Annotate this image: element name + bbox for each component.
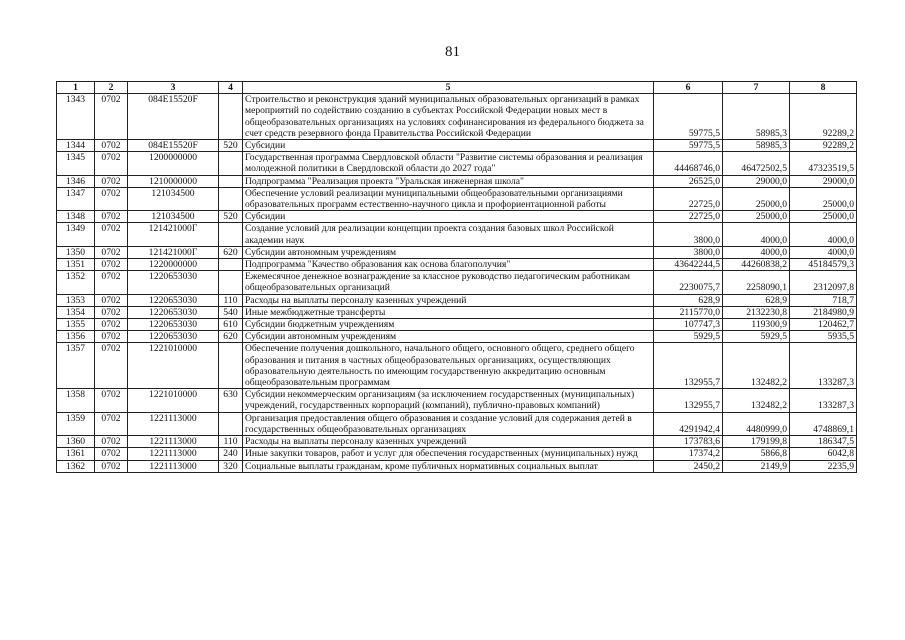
- target-article-cell: 1220653030: [128, 271, 219, 294]
- amount-year3-cell: 2235,9: [790, 460, 857, 472]
- expense-name-cell: Создание условий для реализации концепции проекта создания базовых школ Российской академии наук: [243, 223, 654, 246]
- expense-type-cell: 620: [219, 331, 243, 343]
- target-article-cell: 084E15520F: [128, 94, 219, 140]
- expense-name-cell: Субсидии бюджетным учреждениям: [243, 319, 654, 331]
- section-code-cell: 0702: [95, 343, 128, 389]
- target-article-cell: 1220000000: [128, 259, 219, 271]
- expense-type-cell: [219, 412, 243, 435]
- row-number-cell: 1356: [57, 331, 95, 343]
- table-row: [57, 211, 857, 223]
- expense-type-cell: 110: [219, 436, 243, 448]
- amount-year3-cell: 2312097,8: [790, 271, 857, 294]
- header-row: [57, 82, 857, 94]
- amount-year1-cell: 628,9: [654, 294, 723, 306]
- expense-name-cell: Обеспечение условий реализации муниципальными общеобразовательными организациями образовательных программ естественно-научного цикла и профориентационной работы: [243, 187, 654, 210]
- amount-year3-cell: 25000,0: [790, 211, 857, 223]
- section-code-cell: 0702: [95, 448, 128, 460]
- column-header: 1: [57, 82, 95, 94]
- expense-type-cell: 610: [219, 319, 243, 331]
- target-article-cell: 1221010000: [128, 389, 219, 412]
- expense-name-cell: Субсидии автономным учреждениям: [243, 246, 654, 258]
- row-number-cell: 1351: [57, 259, 95, 271]
- expense-type-cell: [219, 175, 243, 187]
- row-number-cell: 1352: [57, 271, 95, 294]
- amount-year2-cell: 4480999,0: [723, 412, 790, 435]
- row-number-cell: 1346: [57, 175, 95, 187]
- section-code-cell: 0702: [95, 319, 128, 331]
- amount-year3-cell: 4000,0: [790, 246, 857, 258]
- target-article-cell: 1220653030: [128, 306, 219, 318]
- amount-year2-cell: 29000,0: [723, 175, 790, 187]
- amount-year3-cell: 45184579,3: [790, 259, 857, 271]
- amount-year1-cell: 22725,0: [654, 187, 723, 210]
- amount-year2-cell: 132482,2: [723, 389, 790, 412]
- table-row: [57, 152, 857, 175]
- expense-type-cell: 620: [219, 246, 243, 258]
- column-header: 3: [128, 82, 219, 94]
- table-body: [57, 94, 857, 473]
- section-code-cell: 0702: [95, 436, 128, 448]
- section-code-cell: 0702: [95, 306, 128, 318]
- expense-type-cell: 240: [219, 448, 243, 460]
- amount-year3-cell: 92289,2: [790, 140, 857, 152]
- expense-type-cell: [219, 187, 243, 210]
- amount-year2-cell: 628,9: [723, 294, 790, 306]
- target-article-cell: 1220653030: [128, 331, 219, 343]
- row-number-cell: 1357: [57, 343, 95, 389]
- section-code-cell: 0702: [95, 175, 128, 187]
- amount-year2-cell: 4000,0: [723, 223, 790, 246]
- column-header: 5: [243, 82, 654, 94]
- amount-year3-cell: 2184980,9: [790, 306, 857, 318]
- amount-year1-cell: 43642244,5: [654, 259, 723, 271]
- amount-year2-cell: 58985,3: [723, 140, 790, 152]
- target-article-cell: 1220653030: [128, 319, 219, 331]
- expense-type-cell: [219, 271, 243, 294]
- table-row: [57, 140, 857, 152]
- expense-name-cell: Ежемесячное денежное вознаграждение за классное руководство педагогическим работникам общеобразовательных организаций: [243, 271, 654, 294]
- expense-name-cell: Подпрограмма "Качество образования как основа благополучия": [243, 259, 654, 271]
- row-number-cell: 1343: [57, 94, 95, 140]
- expense-type-cell: 320: [219, 460, 243, 472]
- amount-year1-cell: 2115770,0: [654, 306, 723, 318]
- section-code-cell: 0702: [95, 331, 128, 343]
- expense-name-cell: Иные межбюджетные трансферты: [243, 306, 654, 318]
- amount-year2-cell: 5866,8: [723, 448, 790, 460]
- amount-year1-cell: 44468746,0: [654, 152, 723, 175]
- table-row: [57, 343, 857, 389]
- budget-table: [56, 81, 857, 473]
- target-article-cell: 1221113000: [128, 436, 219, 448]
- expense-type-cell: [219, 259, 243, 271]
- amount-year2-cell: 46472502,5: [723, 152, 790, 175]
- amount-year2-cell: 5929,5: [723, 331, 790, 343]
- section-code-cell: 0702: [95, 187, 128, 210]
- expense-name-cell: Подпрограмма "Реализация проекта "Уральская инженерная школа": [243, 175, 654, 187]
- target-article-cell: 084E15520F: [128, 140, 219, 152]
- table-row: [57, 246, 857, 258]
- table-row: [57, 271, 857, 294]
- section-code-cell: 0702: [95, 152, 128, 175]
- amount-year3-cell: 4748869,1: [790, 412, 857, 435]
- target-article-cell: 1221113000: [128, 412, 219, 435]
- row-number-cell: 1345: [57, 152, 95, 175]
- expense-type-cell: 110: [219, 294, 243, 306]
- expense-type-cell: 520: [219, 140, 243, 152]
- table-row: [57, 436, 857, 448]
- amount-year2-cell: 25000,0: [723, 211, 790, 223]
- amount-year3-cell: 5935,5: [790, 331, 857, 343]
- table-row: [57, 223, 857, 246]
- amount-year2-cell: 25000,0: [723, 187, 790, 210]
- row-number-cell: 1359: [57, 412, 95, 435]
- section-code-cell: 0702: [95, 271, 128, 294]
- expense-name-cell: Расходы на выплаты персоналу казенных учреждений: [243, 294, 654, 306]
- row-number-cell: 1348: [57, 211, 95, 223]
- amount-year2-cell: 179199,8: [723, 436, 790, 448]
- expense-name-cell: Субсидии: [243, 211, 654, 223]
- row-number-cell: 1362: [57, 460, 95, 472]
- expense-name-cell: Субсидии: [243, 140, 654, 152]
- amount-year1-cell: 5929,5: [654, 331, 723, 343]
- amount-year1-cell: 132955,7: [654, 389, 723, 412]
- row-number-cell: 1361: [57, 448, 95, 460]
- table-row: [57, 294, 857, 306]
- column-header: 6: [654, 82, 723, 94]
- amount-year3-cell: 25000,0: [790, 187, 857, 210]
- row-number-cell: 1349: [57, 223, 95, 246]
- target-article-cell: 121034500: [128, 211, 219, 223]
- expense-type-cell: [219, 343, 243, 389]
- target-article-cell: 121034500: [128, 187, 219, 210]
- row-number-cell: 1350: [57, 246, 95, 258]
- target-article-cell: 121421000Г: [128, 223, 219, 246]
- target-article-cell: 1220653030: [128, 294, 219, 306]
- amount-year3-cell: 29000,0: [790, 175, 857, 187]
- expense-type-cell: [219, 94, 243, 140]
- table-row: [57, 412, 857, 435]
- amount-year1-cell: 17374,2: [654, 448, 723, 460]
- table-row: [57, 389, 857, 412]
- amount-year1-cell: 173783,6: [654, 436, 723, 448]
- expense-type-cell: 540: [219, 306, 243, 318]
- row-number-cell: 1347: [57, 187, 95, 210]
- section-code-cell: 0702: [95, 259, 128, 271]
- expense-name-cell: Обеспечение получения дошкольного, начального общего, основного общего, среднего общего образования и питания в частных общеобразовательных организациях, осуществляющих образовательную деятельность по имеющим государственную аккредитацию основным общеобразовательным программам: [243, 343, 654, 389]
- table-row: [57, 460, 857, 472]
- amount-year1-cell: 4291942,4: [654, 412, 723, 435]
- column-header: 4: [219, 82, 243, 94]
- section-code-cell: 0702: [95, 94, 128, 140]
- amount-year1-cell: 59775,5: [654, 94, 723, 140]
- amount-year3-cell: 133287,3: [790, 343, 857, 389]
- expense-name-cell: Социальные выплаты гражданам, кроме публичных нормативных социальных выплат: [243, 460, 654, 472]
- amount-year1-cell: 59775,5: [654, 140, 723, 152]
- target-article-cell: 1221113000: [128, 460, 219, 472]
- amount-year1-cell: 3800,0: [654, 246, 723, 258]
- table-row: [57, 175, 857, 187]
- row-number-cell: 1354: [57, 306, 95, 318]
- amount-year3-cell: 133287,3: [790, 389, 857, 412]
- table-row: [57, 94, 857, 140]
- section-code-cell: 0702: [95, 246, 128, 258]
- amount-year2-cell: 2149,9: [723, 460, 790, 472]
- expense-name-cell: Субсидии автономным учреждениям: [243, 331, 654, 343]
- section-code-cell: 0702: [95, 294, 128, 306]
- table-row: [57, 187, 857, 210]
- amount-year2-cell: 2258090,1: [723, 271, 790, 294]
- row-number-cell: 1344: [57, 140, 95, 152]
- target-article-cell: 1210000000: [128, 175, 219, 187]
- amount-year1-cell: 22725,0: [654, 211, 723, 223]
- amount-year2-cell: 119300,9: [723, 319, 790, 331]
- row-number-cell: 1353: [57, 294, 95, 306]
- amount-year3-cell: 120462,7: [790, 319, 857, 331]
- expense-type-cell: [219, 152, 243, 175]
- section-code-cell: 0702: [95, 460, 128, 472]
- section-code-cell: 0702: [95, 223, 128, 246]
- expense-name-cell: Иные закупки товаров, работ и услуг для обеспечения государственных (муниципальных) нужд: [243, 448, 654, 460]
- expense-type-cell: 630: [219, 389, 243, 412]
- table-row: [57, 448, 857, 460]
- column-header: 8: [790, 82, 857, 94]
- table-row: [57, 259, 857, 271]
- column-header: 2: [95, 82, 128, 94]
- expense-name-cell: Субсидии некоммерческим организациям (за исключением государственных (муниципальных) учреждений, государственных корпораций (компаний), публично-правовых компаний): [243, 389, 654, 412]
- amount-year1-cell: 107747,3: [654, 319, 723, 331]
- target-article-cell: 1221113000: [128, 448, 219, 460]
- table-row: [57, 331, 857, 343]
- table-row: [57, 306, 857, 318]
- amount-year3-cell: 186347,5: [790, 436, 857, 448]
- table-row: [57, 319, 857, 331]
- amount-year2-cell: 132482,2: [723, 343, 790, 389]
- expense-name-cell: Организация предоставления общего образования и создание условий для содержания детей в государственных общеобразовательных организациях: [243, 412, 654, 435]
- section-code-cell: 0702: [95, 140, 128, 152]
- amount-year3-cell: 6042,8: [790, 448, 857, 460]
- amount-year3-cell: 47323519,5: [790, 152, 857, 175]
- amount-year2-cell: 58985,3: [723, 94, 790, 140]
- amount-year2-cell: 4000,0: [723, 246, 790, 258]
- amount-year1-cell: 2450,2: [654, 460, 723, 472]
- target-article-cell: 1200000000: [128, 152, 219, 175]
- section-code-cell: 0702: [95, 412, 128, 435]
- amount-year2-cell: 2132230,8: [723, 306, 790, 318]
- section-code-cell: 0702: [95, 389, 128, 412]
- expense-name-cell: Расходы на выплаты персоналу казенных учреждений: [243, 436, 654, 448]
- column-header: 7: [723, 82, 790, 94]
- amount-year2-cell: 44260838,2: [723, 259, 790, 271]
- amount-year1-cell: 3800,0: [654, 223, 723, 246]
- row-number-cell: 1355: [57, 319, 95, 331]
- page-number: 81: [445, 44, 460, 60]
- row-number-cell: 1358: [57, 389, 95, 412]
- expense-type-cell: 520: [219, 211, 243, 223]
- amount-year1-cell: 2230075,7: [654, 271, 723, 294]
- amount-year3-cell: 92289,2: [790, 94, 857, 140]
- amount-year1-cell: 132955,7: [654, 343, 723, 389]
- expense-name-cell: Государственная программа Свердловской области "Развитие системы образования и реализация молодежной политики в Свердловской области до 2027 года": [243, 152, 654, 175]
- amount-year1-cell: 26525,0: [654, 175, 723, 187]
- amount-year3-cell: 4000,0: [790, 223, 857, 246]
- target-article-cell: 1221010000: [128, 343, 219, 389]
- amount-year3-cell: 718,7: [790, 294, 857, 306]
- section-code-cell: 0702: [95, 211, 128, 223]
- target-article-cell: 121421000Г: [128, 246, 219, 258]
- expense-type-cell: [219, 223, 243, 246]
- row-number-cell: 1360: [57, 436, 95, 448]
- expense-name-cell: Строительство и реконструкция зданий муниципальных образовательных организаций в рамках мероприятий по содействию созданию в субъектах Российской Федерации новых мест в общеобразовательных организациях на условиях софинансирования из федерального бюджета за счет средств резервного фонда Правительства Российской Федерации: [243, 94, 654, 140]
